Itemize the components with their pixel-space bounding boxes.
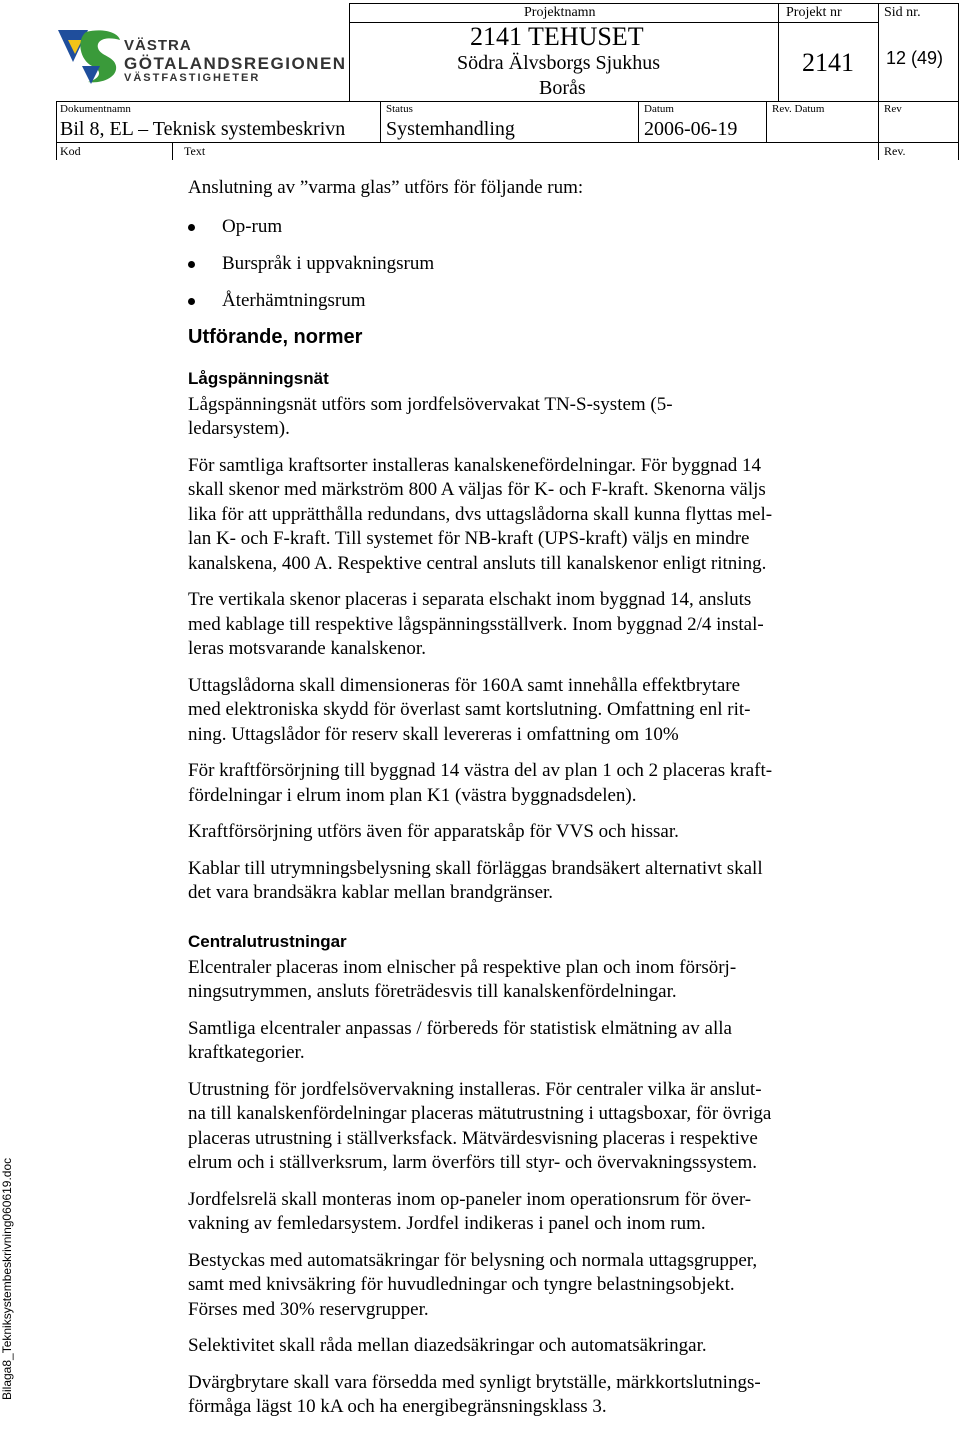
- label-dokumentnamn: Dokumentnamn: [60, 103, 131, 115]
- paragraph: Utrustning för jordfelsövervakning installeras. För centraler vilka är anslut- na till kanalskenfördelningar placeras mätutrustning i uttagsboxar, för övriga placeras utrustning i ställverksfack. Mätvärdesvisning placeras i respektive elrum och i ställverksrum, larm överförs till styr- och övervakningssystem.: [188, 1078, 772, 1173]
- document-date: 2006-06-19: [644, 118, 738, 140]
- document-status: Systemhandling: [386, 118, 515, 140]
- subsection-heading-centralutrustningar: Centralutrustningar: [188, 931, 347, 951]
- paragraph: Elcentraler placeras inom elnischer på respektive plan och inom försörj- ningsutrymmen, ansluts företrädesvis till kanalskenfördelningar.: [188, 956, 737, 1002]
- paragraph: Dvärgbrytare skall vara försedda med synligt brytställe, märkkortslutnings- förmåga lägst 10 kA och ha energibegränsningsklass 3.: [188, 1371, 761, 1417]
- intro-paragraph: Anslutning av ”varma glas” utförs för följande rum:: [188, 177, 584, 198]
- label-kod: Kod: [60, 144, 81, 158]
- project-subtitle-2: Borås: [539, 77, 586, 99]
- paragraph: Lågspänningsnät utförs som jordfelsövervakat TN-S-system (5- ledarsystem).: [188, 393, 673, 439]
- paragraph: Bestyckas med automatsäkringar för belysning och normala uttagsgrupper, samt med knivsäkring för huvudledningar och tyngre belastningsobjekt. Förses med 30% reservgrupper.: [188, 1249, 758, 1320]
- list-item: Burspråk i uppvakningsrum: [188, 252, 848, 276]
- list-item: Återhämtningsrum: [188, 289, 848, 313]
- document-name: Bil 8, EL – Teknisk systembeskrivn: [60, 118, 346, 140]
- document-header: [0, 0, 960, 160]
- document-body: [188, 176, 848, 1432]
- section-heading: Utförande, normer: [188, 325, 363, 348]
- paragraph: Kablar till utrymningsbelysning skall förläggas brandsäkert alternativt skall det vara brandsäkra kablar mellan brandgränser.: [188, 857, 763, 903]
- list-item: Op-rum: [188, 215, 848, 239]
- bullet-icon: [188, 298, 195, 305]
- label-projekt-nr: Projekt nr: [786, 5, 842, 20]
- paragraph: Kraftförsörjning utförs även för apparatskåp för VVS och hissar.: [188, 821, 679, 842]
- logo-line-1: VÄSTRA: [124, 37, 192, 54]
- paragraph: Uttagslådorna skall dimensioneras för 160A samt innehålla effektbrytare med elektroniska skydd för överlast samt kortslutning. Omfattning enl rit- ning. Uttagslådor för reserv skall levereras i omfattning om 10%: [188, 674, 751, 745]
- project-title: 2141 TEHUSET: [470, 22, 644, 51]
- logo-line-3: VÄSTFASTIGHETER: [124, 72, 261, 84]
- paragraph: Tre vertikala skenor placeras i separata elschakt inom byggnad 14, ansluts med kablage till respektive lågspänningsställverk. Inom byggnad 2/4 instal- leras motsvarande kanalskenor.: [188, 589, 764, 659]
- label-rev-2: Rev.: [884, 144, 906, 158]
- label-projektnamn: Projektnamn: [524, 5, 596, 20]
- bullet-icon: [188, 261, 195, 268]
- paragraph: Jordfelsrelä skall monteras inom op-paneler inom operationsrum för över- vakning av femledarsystem. Jordfel indikeras i panel och inom rum.: [188, 1188, 752, 1234]
- label-rev: Rev: [884, 103, 902, 115]
- project-number: 2141: [802, 48, 854, 77]
- paragraph: Selektivitet skall råda mellan diazedsäkringar och automatsäkringar.: [188, 1335, 707, 1356]
- paragraph: För kraftförsörjning till byggnad 14 västra del av plan 1 och 2 placeras kraft- fördelningar i elrum inom plan K1 (västra byggnadsdelen).: [188, 760, 773, 806]
- label-status: Status: [386, 103, 413, 115]
- room-list: [188, 215, 848, 313]
- paragraph: Samtliga elcentraler anpassas / förbereds för statistisk elmätning av alla kraftkategorier.: [188, 1017, 732, 1063]
- page-number: 12 (49): [886, 48, 944, 68]
- bullet-icon: [188, 224, 195, 231]
- sidebar-filename: Bilaga8_Tekniksystembeskrivning060619.doc: [0, 1157, 14, 1400]
- logo-line-2: GÖTALANDSREGIONEN: [124, 54, 347, 73]
- label-datum: Datum: [644, 103, 674, 115]
- project-subtitle-1: Södra Älvsborgs Sjukhus: [457, 52, 660, 74]
- label-rev-datum: Rev. Datum: [772, 103, 825, 115]
- subsection-lagspanningsnat: [188, 393, 848, 906]
- paragraph: För samtliga kraftsorter installeras kanalskenefördelningar. För byggnad 14 skall skenor med märkström 800 A väljas för K- och F-kraft. Skenorna väljs lika för att upprätthålla redundans, dvs uttagslådorna skall kunna flyttas mel- lan K- och F-kraft. Till systemet för NB-kraft (UPS-kraft) väljs en mindre kanalskena, 400 A. Respektive central ansluts till kanalskenor enligt ritning.: [188, 454, 773, 574]
- subsection-heading-lagspanningsnat: Lågspänningsnät: [188, 368, 329, 388]
- subsection-centralutrustningar: [188, 956, 848, 1420]
- label-sid-nr: Sid nr.: [884, 5, 921, 20]
- label-text: Text: [184, 144, 206, 158]
